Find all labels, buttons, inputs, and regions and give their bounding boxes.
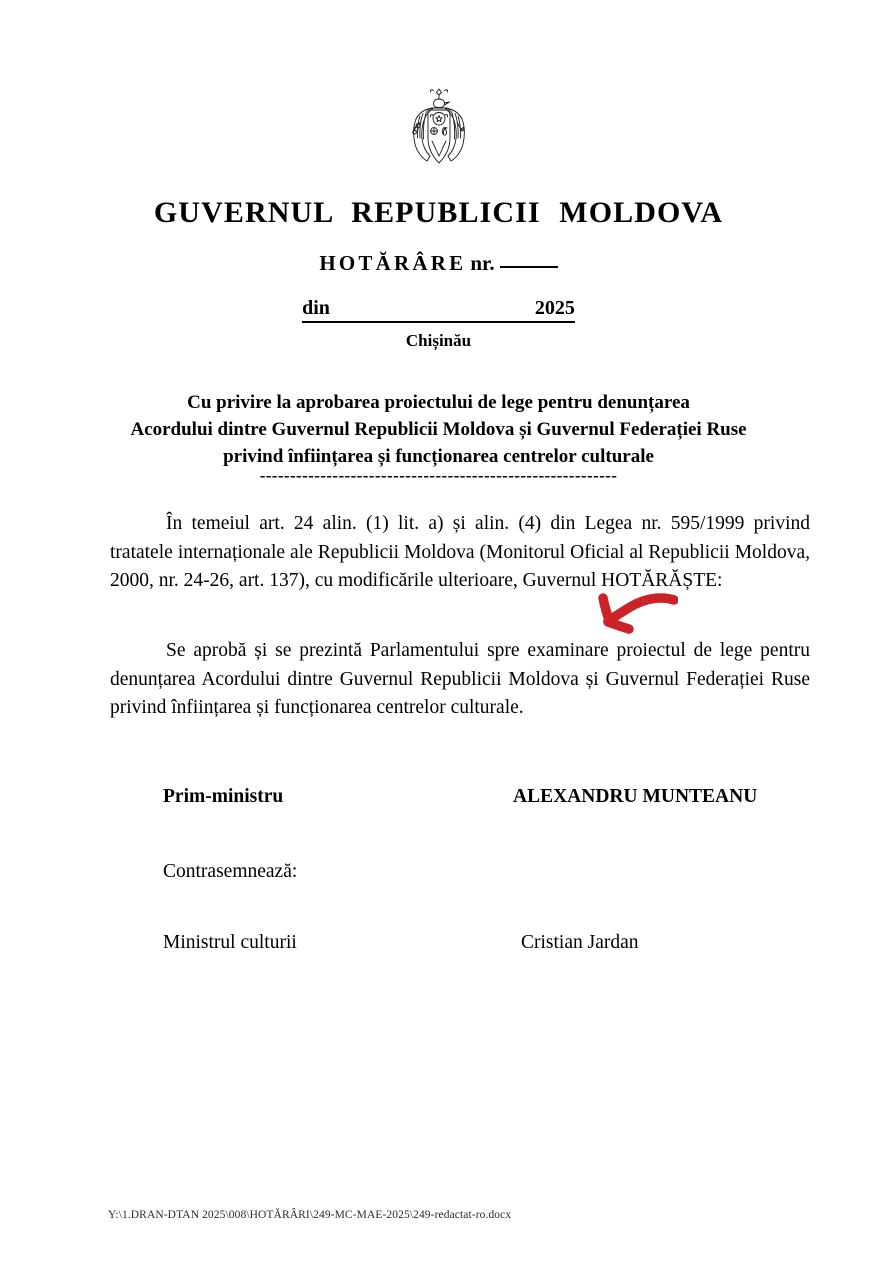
signature-name-minister-of-culture: Cristian Jardan bbox=[521, 932, 639, 953]
subject-line-1: Cu privire la aprobarea proiectului de lege pentru denunțarea bbox=[187, 392, 690, 413]
government-title: GUVERNUL REPUBLICII MOLDOVA bbox=[153, 196, 724, 229]
dashed-separator: ----------------------------------------------------------- bbox=[259, 466, 618, 485]
signature-name-prime-minister: ALEXANDRU MUNTEANU bbox=[513, 786, 758, 807]
date-prefix: din bbox=[302, 297, 330, 319]
body-paragraph-1: În temeiul art. 24 alin. (1) lit. a) și alin. (4) din Legea nr. 595/1999 privind tratatele internaționale ale Republicii Moldova (Monitorul Oficial al Republicii Moldova, 2000, nr. 24-26, art. 137), cu modificările ulterioare, Guvernul HOTĂRĂȘTE: bbox=[110, 513, 810, 592]
body-paragraph-2: Se aprobă și se prezintă Parlamentului spre examinare proiectul de lege pentru denunțarea Acordului dintre Guvernul Republicii Moldova și Guvernul Federației Ruse privind înființarea și funcționarea centrelor culturale. bbox=[110, 640, 810, 719]
signature-row-countersign bbox=[163, 861, 823, 883]
red-arrow-annotation-icon bbox=[578, 586, 678, 638]
decision-word: HOTĂRÂRE bbox=[319, 251, 467, 275]
signature-role-minister-of-culture: Ministrul culturii bbox=[163, 932, 297, 953]
moldova-coat-of-arms-icon bbox=[397, 86, 481, 186]
document-subject bbox=[98, 390, 779, 471]
footer-file-path: Y:\1.DRAN-DTAN 2025\008\HOTĂRÂRI\249-MC-MAE-2025\249-redactat-ro.docx bbox=[108, 1209, 512, 1221]
countersign-label: Contrasemnează: bbox=[163, 861, 298, 882]
signature-role-prime-minister: Prim-ministru bbox=[163, 786, 284, 807]
emblem-container bbox=[0, 86, 877, 186]
decision-line bbox=[0, 252, 877, 275]
signature-row-prime-minister bbox=[163, 786, 823, 808]
decision-nr-label: nr. bbox=[470, 251, 495, 275]
subject-line-2: Acordului dintre Guvernul Republicii Moldova și Guvernul Federației Ruse bbox=[130, 418, 747, 440]
subject-line-3: privind înființarea și funcționarea centrelor culturale bbox=[223, 445, 654, 467]
date-line bbox=[0, 297, 877, 323]
date-year: 2025 bbox=[534, 297, 575, 319]
city-name: Chișinău bbox=[405, 331, 472, 350]
signature-row-minister-of-culture bbox=[163, 932, 823, 954]
decision-nr-blank[interactable] bbox=[500, 266, 558, 268]
date-line-underline bbox=[302, 297, 575, 323]
